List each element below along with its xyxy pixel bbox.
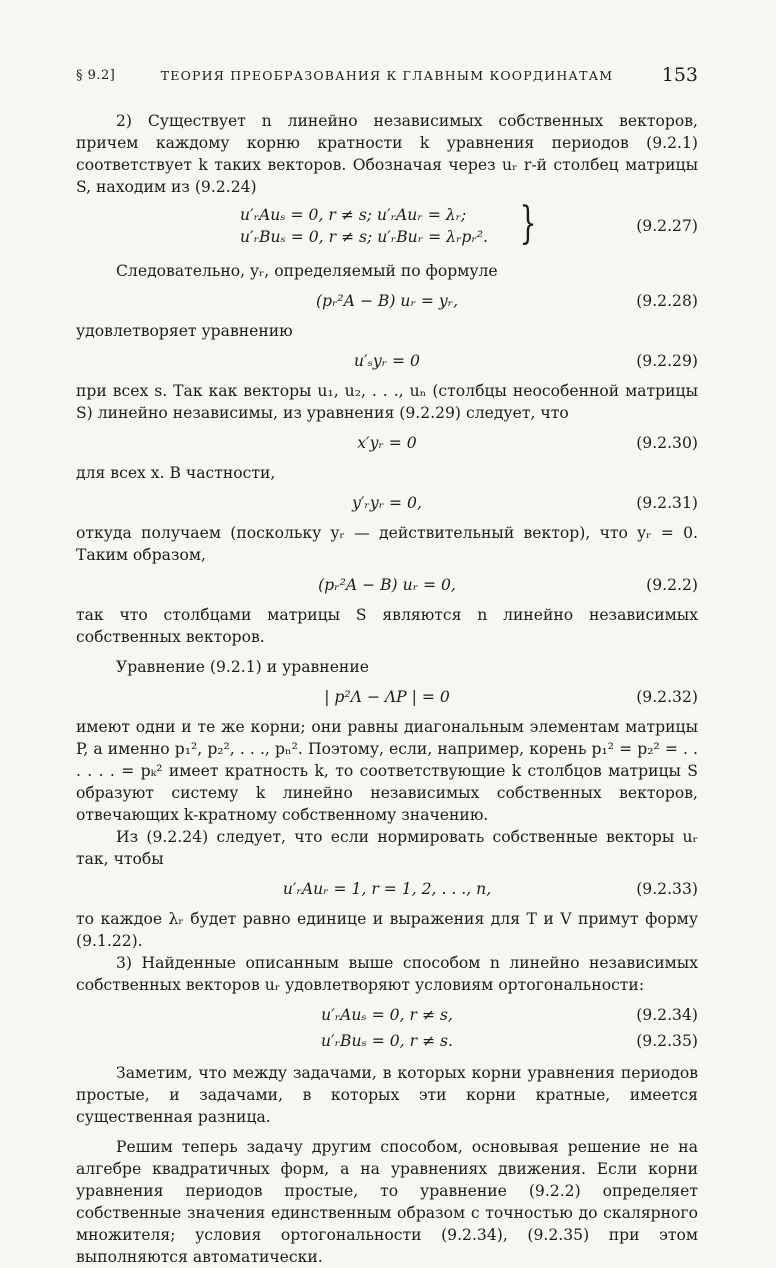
equation-9-2-2 xyxy=(76,572,698,598)
equation-9-2-33 xyxy=(76,876,698,902)
equation-number: (9.2.30) xyxy=(636,434,698,452)
running-title: ТЕОРИЯ ПРЕОБРАЗОВАНИЯ К ГЛАВНЫМ КООРДИНАТАМ xyxy=(160,68,614,83)
equation-9-2-30 xyxy=(76,430,698,456)
equation-formula: | p²Λ − ΛP | = 0 xyxy=(324,688,450,706)
equation-9-2-29 xyxy=(76,348,698,374)
equation-9-2-34 xyxy=(76,1002,698,1028)
equation-formula: y′ᵣyᵣ = 0, xyxy=(352,494,422,512)
brace-symbol: } xyxy=(519,198,537,249)
paragraph-8: Уравнение (9.2.1) и уравнение xyxy=(116,658,369,676)
paragraph-10: Из (9.2.24) следует, что если нормировать собственные векторы uᵣ так, чтобы xyxy=(76,828,698,868)
equation-formula: x′yᵣ = 0 xyxy=(357,434,417,452)
running-header xyxy=(76,64,698,90)
equation-9-2-31 xyxy=(76,490,698,516)
paragraph-2: Следовательно, yᵣ, определяемый по формуле xyxy=(116,262,498,280)
paragraph-9: имеют одни и те же корни; они равны диагональным элементам матрицы P, а именно p₁², p₂², . . ., pₙ². Поэтому, если, например, корень p₁² = p₂² = . . . . . . = pₖ² имеет кратность k, то соответствующие k столбцов матрицы S образуют систему k линейно независимых собственных векторов, отвечающих k-кратному собственному значению. xyxy=(76,718,698,824)
paragraph-14: Решим теперь задачу другим способом, основывая решение не на алгебре квадратичных форм, а на уравнениях движения. Если корни уравнения периодов простые, то уравнение (9.2.2) определяет собственные значения единственным образом с точностью до скалярного множителя; условия ортогональности (9.2.34), (9.2.35) при этом выполняются автоматически. xyxy=(76,1138,698,1266)
section-label: § 9.2] xyxy=(76,68,116,83)
equation-number: (9.2.32) xyxy=(636,688,698,706)
equation-9-2-35 xyxy=(76,1028,698,1054)
paragraph-6: откуда получаем (поскольку yᵣ — действительный вектор), что yᵣ = 0. Таким образом, xyxy=(76,524,698,564)
equation-number: (9.2.31) xyxy=(636,494,698,512)
equation-formula: u′ᵣBuₛ = 0, r ≠ s. xyxy=(321,1032,453,1050)
equation-number: (9.2.29) xyxy=(636,352,698,370)
equation-9-2-28 xyxy=(76,288,698,314)
equation-line-2: u′ᵣBuₛ = 0, r ≠ s; u′ᵣBuᵣ = λᵣpᵣ². xyxy=(240,228,489,246)
equation-formula: (pᵣ²A − B) uᵣ = yᵣ, xyxy=(315,292,459,310)
equation-formula: u′ᵣAuᵣ = 1, r = 1, 2, . . ., n, xyxy=(282,880,492,898)
orthogonality-equations xyxy=(76,1002,698,1054)
equation-number: (9.2.28) xyxy=(636,292,698,310)
page-body xyxy=(76,110,698,1268)
paragraph-5: для всех x. В частности, xyxy=(76,464,276,482)
paragraph-3: удовлетворяет уравнению xyxy=(76,322,293,340)
equation-number: (9.2.35) xyxy=(636,1032,698,1050)
paragraph-1: 2) Существует n линейно независимых собственных векторов, причем каждому корню кратности k уравнения периодов (9.2.1) соответствует k таких векторов. Обозначая через uᵣ r-й столбец матрицы S, находим из (9.2.24) xyxy=(76,112,698,196)
equation-formula: (pᵣ²A − B) uᵣ = 0, xyxy=(318,576,456,594)
equation-number: (9.2.34) xyxy=(636,1006,698,1024)
page-number: 153 xyxy=(661,64,698,86)
equation-9-2-27 xyxy=(76,198,698,250)
equation-9-2-32 xyxy=(76,684,698,710)
paragraph-7: так что столбцами матрицы S являются n линейно независимых собственных векторов. xyxy=(76,606,698,646)
equation-line-1: u′ᵣAuₛ = 0, r ≠ s; u′ᵣAuᵣ = λᵣ; xyxy=(240,206,467,224)
paragraph-12: 3) Найденные описанным выше способом n линейно независимых собственных векторов uᵣ удовлетворяют условиям ортогональности: xyxy=(76,954,698,994)
equation-formula: u′ₛyᵣ = 0 xyxy=(354,352,420,370)
equation-number: (9.2.27) xyxy=(636,217,698,235)
paragraph-4: при всех s. Так как векторы u₁, u₂, . . ., uₙ (столбцы неособенной матрицы S) линейно независимы, из уравнения (9.2.29) следует, что xyxy=(76,382,698,422)
equation-formula: u′ᵣAuₛ = 0, r ≠ s, xyxy=(321,1006,453,1024)
paragraph-13: Заметим, что между задачами, в которых корни уравнения периодов простые, и задачами, в которых эти корни кратные, имеется существенная разница. xyxy=(76,1064,698,1126)
equation-number: (9.2.2) xyxy=(646,576,698,594)
equation-number: (9.2.33) xyxy=(636,880,698,898)
paragraph-11: то каждое λᵣ будет равно единице и выражения для T и V примут форму (9.1.22). xyxy=(76,910,698,950)
